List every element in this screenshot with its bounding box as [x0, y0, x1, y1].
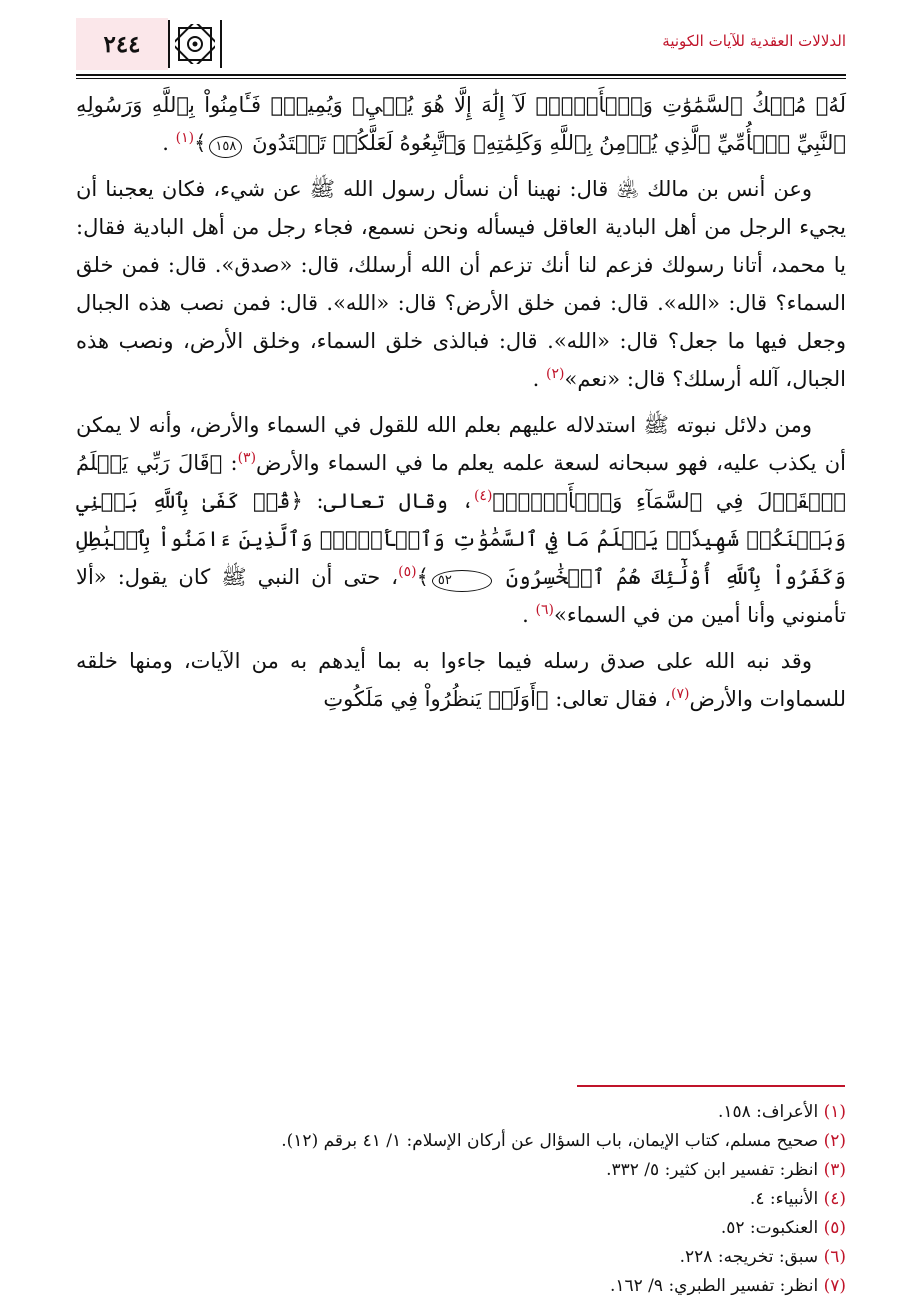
paragraph-3: [76, 406, 846, 634]
period: .: [532, 367, 540, 391]
footnote-number: (٧): [823, 1276, 846, 1296]
separator: :: [222, 451, 238, 475]
paragraph-1: [76, 86, 846, 162]
footnote-number: (٦): [823, 1247, 846, 1267]
page-header: [76, 18, 846, 74]
footnote-number: (٢): [823, 1131, 846, 1151]
footnote-text: سبق: تخريجه: ٢٢٨.: [679, 1247, 819, 1267]
footnote-rule: [577, 1085, 845, 1087]
quran-close-bracket: ﴾: [416, 565, 429, 589]
footnote-number: (١): [823, 1102, 846, 1122]
quran-verse: لَهُۥ مُلۡكُ ٱلسَّمَٰوَٰتِ وَٱلۡأَرۡضِۖ لَآ إِلَٰهَ إِلَّا هُوَ يُحۡيِۦ وَيُمِيتُۖ فَـَٔامِنُواْ بِٱللَّهِ وَرَسُولِهِ ٱلنَّبِيِّ ٱلۡأُمِّيِّ ٱلَّذِي يُؤۡمِنُ بِٱللَّهِ وَكَلِمَٰتِهِۦ وَٱتَّبِعُوهُ لَعَلَّكُمۡ تَهۡتَدُونَ: [76, 93, 846, 155]
footnote-text: انظر: تفسير ابن كثير: ٥/ ٣٣٢.: [606, 1160, 819, 1180]
period: .: [162, 131, 169, 155]
footnote-number: (٥): [823, 1218, 846, 1238]
paragraph-text: ، فقال تعالى:: [548, 687, 671, 711]
paragraph-text: ومن دلائل نبوته ﷺ استدلاله عليهم بعلم الله للقول في السماء والأرض، وأنه لا يمكن أن يكذب عليه، فهو سبحانه لسعة علمه يعلم ما في السماء والأرض: [76, 413, 846, 475]
ornament-icon: [168, 20, 222, 68]
running-title: الدلالات العقدية للآيات الكونية: [662, 32, 846, 50]
footnote: [76, 1214, 846, 1243]
footnote-ref: (٧): [671, 686, 690, 702]
footnote-ref: (٥): [398, 564, 417, 580]
main-text: [76, 86, 846, 726]
footnote: [76, 1243, 846, 1272]
paragraph-4: [76, 642, 846, 718]
footnote-text: انظر: تفسير الطبري: ٩/ ١٦٢.: [609, 1276, 819, 1296]
footnote: [76, 1156, 846, 1185]
footnote: [76, 1185, 846, 1214]
paragraph-text: وقد نبه الله على صدق رسله فيما جاءوا به بما أيدهم به من الآيات، ومنها خلقه للسماوات والأرض: [76, 649, 846, 711]
footnote: [76, 1127, 846, 1156]
paragraph-2: [76, 170, 846, 398]
page-number: ٢٤٤: [76, 18, 168, 70]
footnote-number: (٣): [823, 1160, 846, 1180]
footnote-text: الأعراف: ١٥٨.: [717, 1102, 819, 1122]
hadith-text: وعن أنس بن مالك ﵁ قال: نهينا أن نسأل رسول الله ﷺ عن شيء، فكان يعجبنا أن يجيء الرجل من أهل البادية العاقل فيسأله ونحن نسمع، فجاء رجل من أهل البادية فقال: يا محمد، أتانا رسولك فزعم لنا أنك تزعم أن الله أرسلك، قال: «صدق». قال: فمن خلق السماء؟ قال: «الله». قال: فمن خلق الأرض؟ قال: «الله». قال: فمن نصب هذه الجبال وجعل فيها ما جعل؟ قال: «الله». قال: فبالذى خلق السماء، وخلق الأرض، ونصب هذه الجبال، آلله أرسلك؟ قال: «نعم»: [76, 177, 846, 391]
footnote: [76, 1098, 846, 1127]
quran-verse: ﴿قُلۡ كَفَىٰ بِٱللَّهِ بَيۡنِي وَبَيۡنَكُمۡ شَهِيدٗاۖ يَعۡلَمُ مَا فِي ٱلسَّمَٰوَٰتِ وَٱلۡأَرۡضِۗ وَٱلَّذِينَ ءَامَنُواْ بِٱلۡبَٰطِلِ وَكَفَرُواْ بِٱللَّهِ أُوْلَٰٓئِكَ هُمُ ٱلۡخَٰسِرُونَ: [76, 489, 846, 589]
header-rule: [76, 74, 846, 76]
ayah-number: ١٥٨: [209, 136, 242, 158]
header-rule-thin: [76, 78, 846, 79]
footnote-number: (٤): [823, 1189, 846, 1209]
footnote-text: الأنبياء: ٤.: [749, 1189, 819, 1209]
quran-verse: ﴿أَوَلَمۡ يَنظُرُواْ فِي مَلَكُوتِ: [323, 687, 549, 711]
footnote-text: صحيح مسلم، كتاب الإيمان، باب السؤال عن أركان الإسلام: ١/ ٤١ برقم (١٢).: [281, 1131, 819, 1151]
footnote: [76, 1272, 846, 1301]
ayah-number: ٥٢: [432, 570, 492, 592]
footnote-ref: (٤): [473, 488, 493, 504]
footnote-ref: (٦): [535, 602, 554, 618]
footnote-ref: (٢): [546, 366, 565, 382]
quran-verse: ﴿قَالَ رَبِّي يَعۡلَمُ ٱلۡقَوۡلَ فِي ٱلسَّمَآءِ وَٱلۡأَرۡضِۖ﴾: [76, 451, 846, 513]
period: .: [522, 603, 529, 627]
footnotes: [76, 1098, 846, 1301]
paragraph-text: ، وقال تعالى:: [302, 489, 474, 513]
quran-close-bracket: ﴾: [194, 131, 207, 155]
footnote-ref: (٣): [237, 450, 257, 466]
footnote-text: العنكبوت: ٥٢.: [720, 1218, 819, 1238]
paragraph-text: ، حتى أن النبي ﷺ كان يقول: «ألا تأمنوني وأنا أمين من في السماء»: [76, 565, 846, 627]
footnote-ref: (١): [175, 130, 195, 146]
